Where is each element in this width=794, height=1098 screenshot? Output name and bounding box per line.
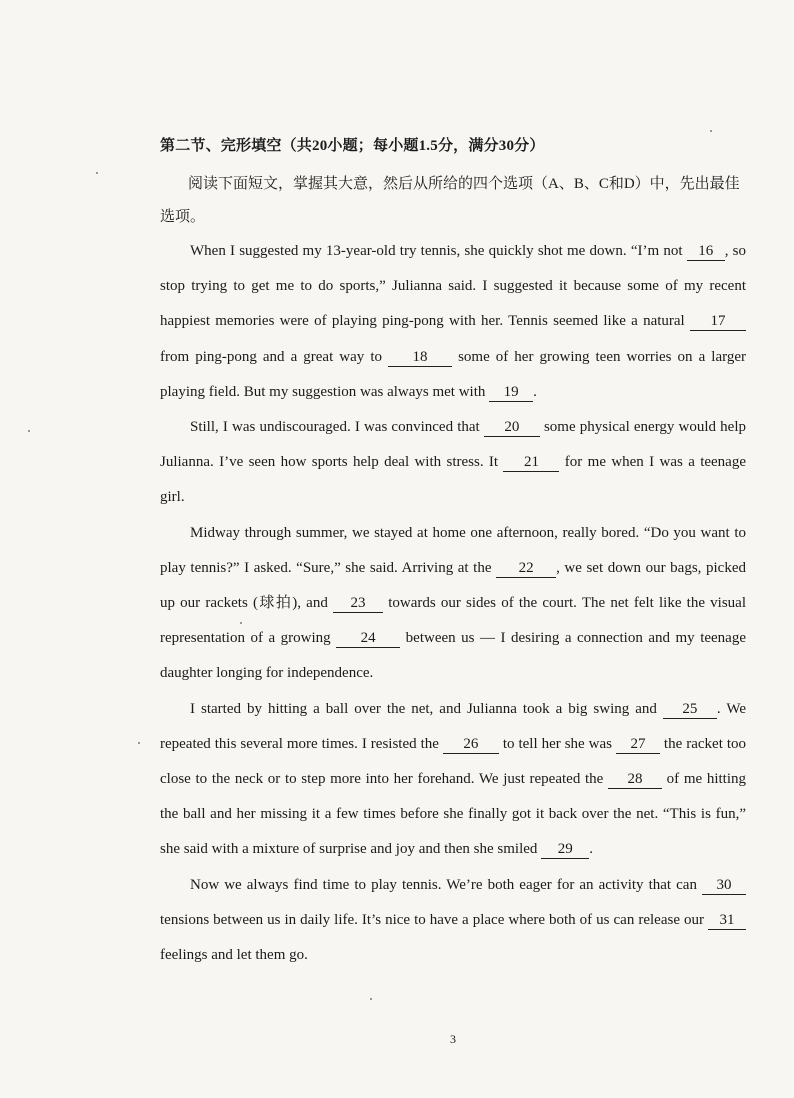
scan-speck [138,742,140,744]
instructions-text: 阅读下面短文，掌握其大意，然后从所给的四个选项（A、B、C和D）中，先出最佳选项。 [160,176,740,225]
cloze-passage [160,234,746,973]
blank-25: 25 [663,701,717,719]
text: Still, I was undiscouraged. I was convinced that [190,419,484,436]
blank-23: 23 [333,595,383,613]
text: towards our sides of the court. The net felt like the visual representation of a growing [160,595,746,647]
paragraph-3 [160,516,746,692]
paragraph-5 [160,868,746,974]
text: tensions between us in daily life. It’s nice to have a place where both of us can release our [160,911,708,928]
blank-19: 19 [489,384,533,402]
text: , so stop trying to get me to do sports,” Julianna said. I suggested it because some of my recent happiest memories were of playing ping-pong with her. Tennis seemed like a natural [160,243,746,330]
scan-speck [28,430,30,432]
blank-28: 28 [608,771,662,789]
text: . [533,383,537,400]
blank-17: 17 [690,313,746,331]
blank-30: 30 [702,877,746,895]
text: some of her growing teen worries on a larger playing field. But my suggestion was always met with [160,348,746,400]
section-title: 第二节、完形填空（共20小题；每小题1.5分，满分30分） [160,138,545,154]
blank-21: 21 [503,454,559,472]
text: Now we always find time to play tennis. We’re both eager for an activity that can [190,876,702,893]
text: some physical energy would help Julianna. I’ve seen how sports help deal with stress. It [160,419,747,471]
blank-31: 31 [708,912,746,930]
blank-20: 20 [484,419,540,437]
text: I started by hitting a ball over the net, and Julianna took a big swing and [190,700,663,717]
text: from ping-pong and a great way to [160,348,389,365]
text: feelings and let them go. [160,947,308,964]
paragraph-1 [160,234,746,410]
scan-speck [240,622,242,624]
paragraph-4 [160,692,746,868]
scan-speck [710,130,712,132]
text: the racket too close to the neck or to step more into her forehand. We just repeated the [160,735,746,788]
blank-26: 26 [443,736,499,754]
text: for me when I was a teenage girl. [160,454,746,506]
text: . We repeated this several more times. I resisted the [160,700,746,752]
text: to tell her she was [498,735,616,752]
scan-speck [96,172,98,174]
blank-18: 18 [388,349,452,367]
text: When I suggested my 13-year-old try tennis, she quickly shot me down. “I’m not [190,243,687,259]
text: . [589,841,593,858]
blank-27: 27 [616,736,660,754]
blank-29: 29 [541,841,589,859]
paragraph-2 [160,410,746,516]
text: Midway through summer, we stayed at home one afternoon, really bored. “Do you want to play tennis?” I asked. “Sure,” she said. Arriving at the [160,524,746,576]
text: , we set down our bags, picked up our rackets (球拍), and [160,559,746,612]
blank-22: 22 [496,560,556,578]
page-number: 3 [450,1032,456,1046]
blank-16: 16 [687,243,725,261]
text: between us — I desiring a connection and my teenage daughter longing for independence. [160,630,746,682]
instructions [160,168,746,234]
scan-speck [370,998,372,1000]
blank-24: 24 [336,630,400,648]
text: of me hitting the ball and her missing it a few times before she finally got it back over the net. “This is fun,” she said with a mixture of surprise and joy and then she smiled [160,771,746,858]
